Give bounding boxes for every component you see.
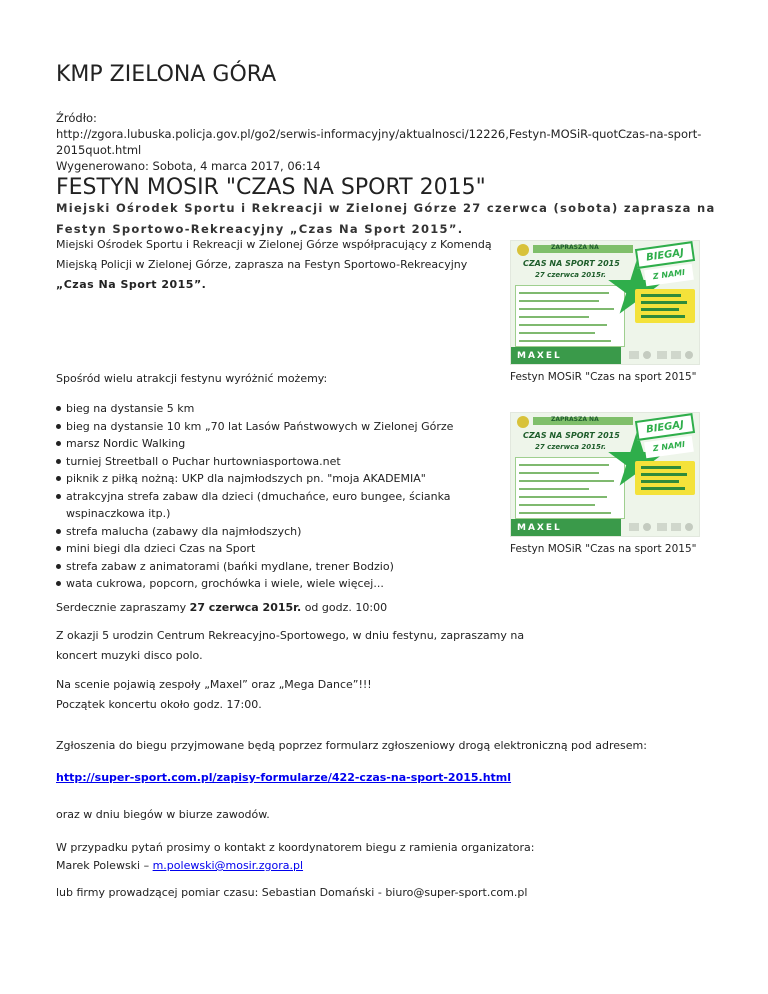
list-item: strefa malucha (zabawy dla najmłodszych) (56, 523, 506, 541)
contact-email-link[interactable]: m.polewski@mosir.zgora.pl (152, 859, 304, 872)
intro-event-name: „Czas Na Sport 2015”. (56, 278, 207, 291)
list-item: strefa zabaw z animatorami (bańki mydlane, trener Bodzio) (56, 558, 506, 576)
figure-caption: Festyn MOSiR "Czas na sport 2015" (510, 543, 697, 555)
article-intro (56, 235, 506, 295)
list-item: mini biegi dla dzieci Czas na Sport (56, 540, 506, 558)
figure-caption: Festyn MOSiR "Czas na sport 2015" (510, 371, 697, 383)
invite-text: Serdecznie zapraszamy (56, 601, 190, 614)
article-title: FESTYN MOSIR "CZAS NA SPORT 2015" (56, 175, 486, 200)
invite-date: 27 czerwca 2015r. (189, 601, 302, 614)
contact-person: Marek Polewski – (56, 859, 153, 872)
poster-image[interactable] (510, 412, 700, 537)
figure-poster-1 (510, 240, 700, 383)
timing-paragraph: lub firmy prowadzącej pomiar czasu: Sebastian Domański - biuro@super-sport.com.pl (56, 886, 528, 899)
poster-schedule-table (515, 457, 625, 519)
poster-date: 27 czerwca 2015r. (535, 271, 606, 279)
registration-link[interactable]: http://super-sport.com.pl/zapisy-formularze/422-czas-na-sport-2015.html (56, 771, 512, 784)
list-item: piknik z piłką nożną: UKP dla najmłodszych pn. "moja AKADEMIA" (56, 470, 506, 488)
list-item: wata cukrowa, popcorn, grochówka i wiele, wiele więcej... (56, 575, 506, 593)
stage-start-time: Początek koncertu około godz. 17:00. (56, 698, 262, 711)
sponsor-logo-icon (685, 351, 693, 359)
sponsor-logo-icon (643, 523, 651, 531)
poster-badge: BIEGAJ (635, 413, 695, 441)
generated-date: Wygenerowano: Sobota, 4 marca 2017, 06:14 (56, 159, 321, 173)
source-block (56, 110, 706, 174)
mosir-logo-icon (517, 244, 529, 256)
sponsor-logo-icon (671, 351, 681, 359)
poster-title: CZAS NA SPORT 2015 (523, 259, 620, 268)
list-item: atrakcyjna strefa zabaw dla dzieci (dmuchańce, euro bungee, ścianka wspinaczkowa itp.) (56, 488, 506, 523)
poster-header: ZAPRASZA NA (551, 244, 599, 251)
contact-line: W przypadku pytań prosimy o kontakt z koordynatorem biegu z ramienia organizatora: (56, 841, 535, 854)
poster-header: ZAPRASZA NA (551, 416, 599, 423)
list-item: marsz Nordic Walking (56, 435, 506, 453)
list-item: bieg na dystansie 10 km „70 lat Lasów Państwowych w Zielonej Górze (56, 418, 506, 436)
registration-paragraph: Zgłoszenia do biegu przyjmowane będą poprzez formularz zgłoszeniowy drogą elektroniczną pod adresem: (56, 739, 647, 752)
attractions-intro: Spośród wielu atrakcji festynu wyróżnić możemy: (56, 372, 328, 385)
poster-footer: MAXEL (511, 519, 621, 537)
invite-time: od godz. 10:00 (301, 601, 388, 614)
poster-image[interactable] (510, 240, 700, 365)
sponsor-logo-icon (657, 523, 667, 531)
stage-bands: Na scenie pojawią zespoły „Maxel” oraz „Mega Dance”!!! (56, 678, 372, 691)
contact-person-line (56, 857, 535, 875)
article-lead: Miejski Ośrodek Sportu i Rekreacji w Zielonej Górze 27 czerwca (sobota) zaprasza na Festyn Sportowo-Rekreacyjny „Czas Na Sport 2015”. (56, 201, 716, 236)
sponsor-logo-icon (643, 351, 651, 359)
sponsor-logo-icon (629, 523, 639, 531)
site-title: KMP ZIELONA GÓRA (56, 62, 277, 87)
poster-info-box (635, 289, 695, 323)
stage-paragraph (56, 675, 526, 715)
contact-paragraph (56, 839, 535, 875)
invite-line (56, 601, 387, 614)
poster-badge-sub: Z NAMI (644, 436, 694, 459)
mosir-logo-icon (517, 416, 529, 428)
poster-badge-sub: Z NAMI (644, 264, 694, 287)
poster-date: 27 czerwca 2015r. (535, 443, 606, 451)
poster-schedule-table (515, 285, 625, 347)
sponsor-logo-icon (671, 523, 681, 531)
poster-footer: MAXEL (511, 347, 621, 365)
intro-text: Miejski Ośrodek Sportu i Rekreacji w Zielonej Górze współpracujący z Komendą Miejską Policji w Zielonej Górze, zaprasza na Festyn Sportowo-Rekreacyjny (56, 238, 492, 271)
list-item: bieg na dystansie 5 km (56, 400, 506, 418)
poster-badge: BIEGAJ (635, 241, 695, 269)
poster-title: CZAS NA SPORT 2015 (523, 431, 620, 440)
sponsor-logo-icon (657, 351, 667, 359)
source-url: http://zgora.lubuska.policja.gov.pl/go2/serwis-informacyjny/aktualnosci/12226,Festyn-MOSiR-quotCzas-na-sport-2015quot.html (56, 127, 702, 157)
concert-paragraph: Z okazji 5 urodzin Centrum Rekreacyjno-Sportowego, w dniu festynu, zapraszamy na koncert muzyki disco polo. (56, 629, 525, 662)
sponsor-logo-icon (629, 351, 639, 359)
figure-poster-2 (510, 412, 700, 555)
list-item: turniej Streetball o Puchar hurtowniasportowa.net (56, 453, 506, 471)
sponsor-logo-icon (685, 523, 693, 531)
office-paragraph: oraz w dniu biegów w biurze zawodów. (56, 808, 270, 821)
poster-info-box (635, 461, 695, 495)
source-label: Źródło: (56, 111, 97, 125)
attractions-list (56, 400, 506, 593)
